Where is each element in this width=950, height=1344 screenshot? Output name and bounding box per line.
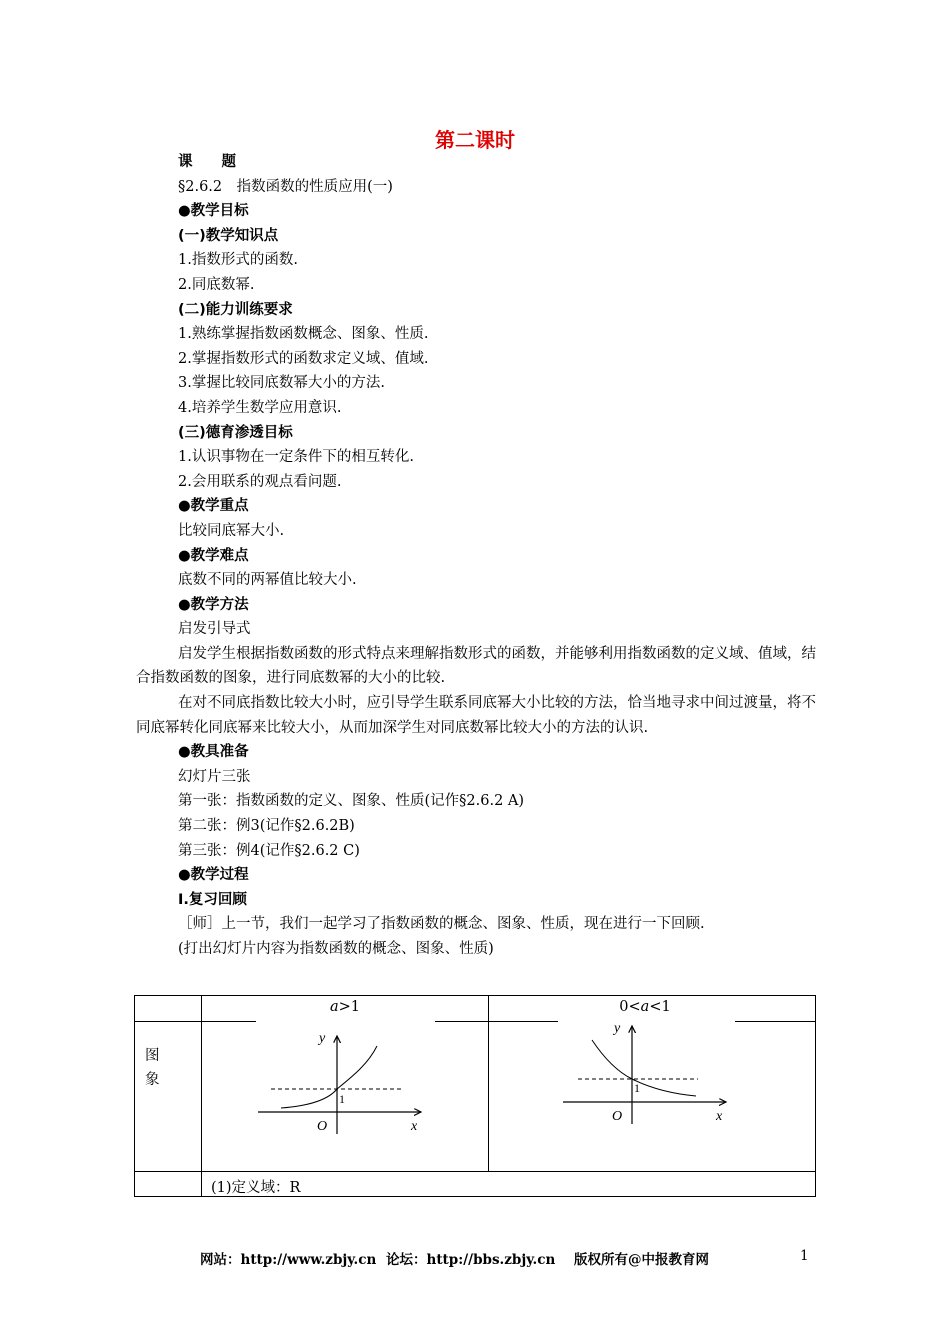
properties-table [134,995,816,1197]
list-item: 1.熟练掌握指数函数概念、图象、性质. [178,326,429,343]
table-divider [488,1021,558,1022]
column-header-a-gt-1: a>1 [329,999,361,1015]
section-heading: ●教具准备 [178,744,249,761]
list-item: 2.同底数幂. [178,276,255,293]
table-divider [735,1021,815,1022]
list-item: 2.会用联系的观点看问题. [178,473,342,490]
subsection-heading: (三)德育渗透目标 [178,424,293,441]
list-item: 3.掌握比较同底数幂大小的方法. [178,375,385,392]
footer-forum-link[interactable]: 论坛：http://bbs.zbjy.cn [386,1252,556,1268]
list-item: 1.认识事物在一定条件下的相互转化. [178,449,414,466]
footer-copyright: 版权所有@中报教育网 [574,1252,709,1268]
paragraph: 在对不同底指数比较大小时，应引导学生联系同底幂大小比较的方法，恰当地寻求中间过渡量，将不同底幂转化同底幂来比较大小，从而加深学生对同底数幂比较大小的方法的认识. [136,695,816,736]
section-heading: ●教学方法 [178,596,249,613]
y-label: y [614,1021,621,1036]
page-title: 第二课时 [435,128,515,152]
paragraph: 启发学生根据指数函数的形式特点来理解指数形式的函数，并能够利用指数函数的定义域、值域，结合指数函数的图象，进行同底数幂的大小的比较. [136,645,816,687]
paragraph-line: 幻灯片三张 [178,768,251,785]
table-divider [135,1171,815,1172]
table-divider [201,1021,256,1022]
document-body [136,150,816,962]
paragraph-line: 第二张：例3(记作§2.6.2B) [178,818,355,835]
graph-a-gt-1 [253,1026,433,1136]
subsection-heading: (一)教学知识点 [178,227,279,244]
graph-a-lt-1 [558,1018,738,1128]
x-label: x [716,1109,723,1124]
domain-row-text: (1)定义域：R [211,1180,301,1196]
list-item: 1.指数形式的函数. [178,252,298,269]
paragraph-line: (打出幻灯片内容为指数函数的概念、图象、性质) [178,941,494,957]
section-heading: ●教学过程 [178,867,249,884]
list-item: 4.培养学生数学应用意识. [178,399,342,416]
page-number: 1 [800,1248,809,1264]
paragraph-line: 第一张：指数函数的定义、图象、性质(记作§2.6.2 A) [178,793,525,810]
one-label: 1 [634,1081,640,1095]
section-heading: ●教学目标 [178,203,249,220]
origin-label: O [612,1109,623,1124]
table-divider [201,996,202,1196]
x-label: x [411,1119,418,1134]
subsection-heading: Ⅰ.复习回顾 [178,891,247,908]
paragraph-line: 比较同底幂大小. [178,522,285,539]
paragraph-line: ［师］上一节，我们一起学习了指数函数的概念、图象、性质，现在进行一下回顾. [178,916,705,933]
y-label: y [319,1031,326,1046]
exp-curve [592,1040,696,1096]
list-item: 2.掌握指数形式的函数求定义域、值域. [178,350,429,367]
table-divider [435,1021,488,1022]
paragraph-line: 第三张：例4(记作§2.6.2 C) [178,842,360,859]
section-heading: ●教学难点 [178,547,249,564]
subsection-heading: (二)能力训练要求 [178,301,293,318]
topic-text: §2.6.2 指数函数的性质应用(一) [178,178,393,195]
section-heading: ●教学重点 [178,498,249,515]
paragraph-line: 底数不同的两幂值比较大小. [178,572,357,589]
origin-label: O [317,1119,328,1134]
topic-heading: 课 题 [178,154,236,170]
exp-curve [281,1046,377,1108]
paragraph-line: 启发引导式 [178,621,251,638]
column-header-a-lt-1: 0<a<1 [619,999,671,1015]
one-label: 1 [339,1092,345,1106]
table-divider [488,996,489,1171]
footer-site-link[interactable]: 网站：http://www.zbjy.cn [200,1252,377,1268]
row-label-graph: 图象 [145,1048,160,1088]
